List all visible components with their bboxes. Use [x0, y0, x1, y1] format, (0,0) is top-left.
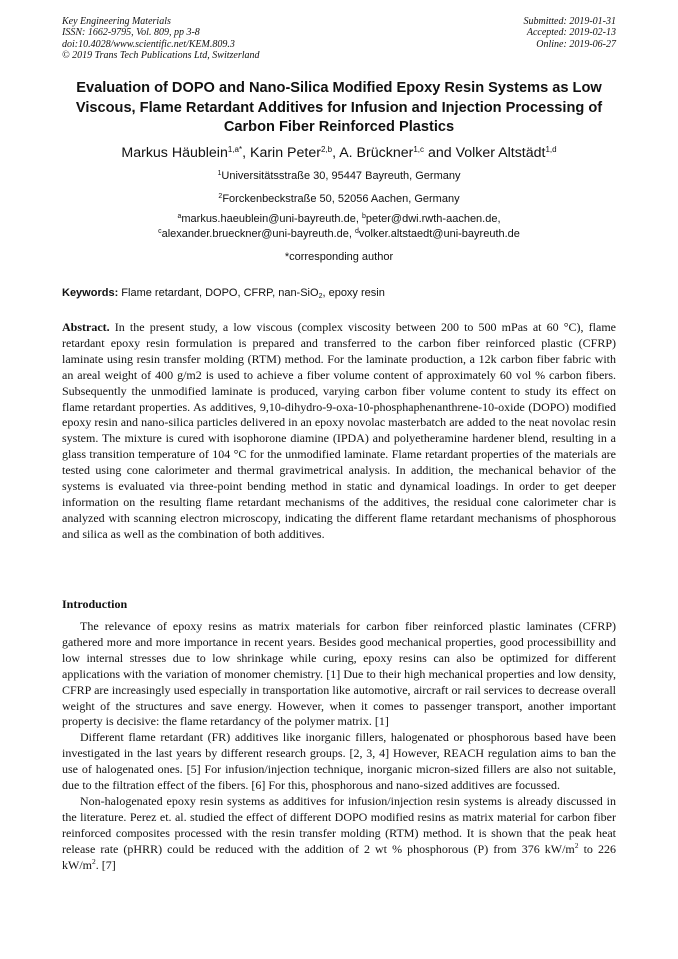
- affiliation-sup: 2: [218, 193, 223, 200]
- submitted-date: Submitted: 2019-01-31: [523, 16, 616, 27]
- email-line: $^a$markus.haeublein@uni-bayreuth.de, $^b$peter@dwi.rwth-aachen.de,: [177, 213, 501, 225]
- journal-issn: ISSN: 1662-9795, Vol. 809, pp 3-8: [62, 27, 200, 39]
- keywords-label: Keywords:: [62, 287, 119, 299]
- online-date: Online: 2019-06-27: [536, 38, 616, 50]
- email-d[interactable]: volker.altstaedt@uni-bayreuth.de: [358, 228, 520, 240]
- journal-header: [62, 16, 260, 61]
- author-separator: and: [424, 145, 456, 161]
- affiliation: [40, 192, 638, 206]
- email-c[interactable]: alexander.brueckner@uni-bayreuth.de: [161, 228, 349, 240]
- author-separator: ,: [332, 145, 340, 161]
- affiliation-sup: 1: [217, 170, 222, 177]
- author-list: [40, 144, 638, 162]
- accepted-date: Accepted: 2019-02-13: [526, 27, 616, 39]
- author-name: Karin Peter: [249, 145, 321, 161]
- publication-dates: [524, 16, 617, 50]
- abstract-label: Abstract.: [62, 320, 110, 334]
- keywords-text: Flame retardant, DOPO, CFRP, nan-SiO: [118, 287, 319, 299]
- email-a[interactable]: markus.haeublein@uni-bayreuth.de: [181, 213, 356, 225]
- introduction-paragraph: Different flame retardant (FR) additives like inorganic fillers, halogenated or phosphorous based have been investigated in the last years by different research groups. [2, 3, 4] However, REACH regulation aims to ban the use of halogenated ones. [5] For infusion/injection technique, inorganic micron-sized fillers are also not suitable, due to the filtration effect of the fibers. [6] For this, phosphorous and nano-sized additives are focussed.: [62, 730, 616, 793]
- author-affiliation-sup: 2,b: [320, 145, 333, 154]
- affiliation-text: Universitätsstraße 30, 95447 Bayreuth, Germany: [221, 170, 461, 182]
- email-line: $^c$alexander.brueckner@uni-bayreuth.de, $^d$volker.altstaedt@uni-bayreuth.de: [158, 228, 520, 240]
- paper-title: Evaluation of DOPO and Nano-Silica Modified Epoxy Resin Systems as Low Viscous, Flame Retardant Additives for Infusion and Injection Processing of Carbon Fiber Reinforced Plastics: [75, 80, 603, 135]
- keywords: [62, 286, 622, 300]
- affiliation: [40, 169, 638, 183]
- section-heading-introduction: Introduction: [62, 597, 128, 611]
- author-affiliation-sup: 1,a*: [227, 145, 243, 154]
- introduction-paragraph: Non-halogenated epoxy resin systems as additives for infusion/injection resin systems is already discussed in the literature. Perez et. al. studied the effect of different DOPO modified resins as matrix material for carbon fiber reinforced composites processed with the resin transfer molding (RTM) method. It is shown that the peak heat release rate (pHRR) could be reduced with the addition of 2 wt % phosphorous (P) from 376 $kW/m^2$ to 226 $kW/m^2$. [7]: [62, 793, 616, 872]
- abstract: [62, 320, 616, 543]
- introduction-body: [62, 619, 616, 874]
- journal-doi[interactable]: doi:10.4028/www.scientific.net/KEM.809.3: [62, 38, 235, 50]
- introduction-paragraph: The relevance of epoxy resins as matrix materials for carbon fiber reinforced plastic laminates (CFRP) gathered more and more importance in recent years. Besides good mechanical properties, good processibillity and low internal stresses due to low shrinkage while curing, epoxy resins can also be optimized for different applications with the variation of monomer chemistry. [1] Due to their high mechanical properties and low density, CFRP are increasingly used especially in transportation like automotive, aircraft or rail services to decrease overall weight of the structures and save energy. However, when it comes to passenger transport, another important property is decisive: the flame retardancy of the polymer matrix. [1]: [62, 619, 616, 729]
- author-affiliation-sup: 1,c: [413, 145, 424, 154]
- journal-copyright: © 2019 Trans Tech Publications Ltd, Switzerland: [62, 49, 260, 61]
- abstract-text: In the present study, a low viscous (complex viscosity between 200 to 500 mPas at 60 °C), flame retardant epoxy resin formulation is prepared and transferred to the carbon fiber reinforced plastic (CFRP) laminate using resin transfer molding (RTM) method. For the laminate production, a 12k carbon fiber fabric with an areal weight of 400 g/m2 is used to achieve a fiber volume content of approximately 60 vol % carbon fibers. Subsequently the unmodified laminate is produced, varying carbon fiber volume content to study its effect on flame retardant properties. As additives, 9,10-dihydro-9-oxa-10-phosphaphenanthrene-10-oxide (DOPO) modified epoxy resin and nano-silica particles delivered in an epoxy novolac masterbatch are added to the neat novolac resin system. The mixture is cured with isophorone diamine (IPDA) and polyetheramine hardener blend, resulting in a glass transition temperature of 104 °C for the unmodified laminate. Flame retardant properties of the materials are tested using cone calorimeter and thermal gravimetrical analysis. In addition, the mechanical behavior of the systems is evaluated via three-point bending method in static and dynamical loadings. In order to get deeper information on the resulting flame retardant mechanisms of the additives, the residual cone calorimeter char is analyzed with scanning electron microscopy, indicating the different flame retardant mechanisms of phosphorous and silica as well as the combination of both additives.: [62, 320, 616, 541]
- affiliation-text: Forckenbeckstraße 50, 52056 Aachen, Germany: [222, 193, 460, 205]
- email-b[interactable]: peter@dwi.rwth-aachen.de: [365, 213, 498, 225]
- author-name: Volker Altstädt: [455, 145, 546, 161]
- author-separator: ,: [242, 145, 250, 161]
- keywords-subscript: 2: [318, 293, 323, 300]
- keywords-tail: , epoxy resin: [322, 287, 385, 299]
- author-name: Markus Häublein: [121, 145, 228, 161]
- author-affiliation-sup: 1,d: [545, 145, 557, 154]
- journal-name: Key Engineering Materials: [62, 16, 171, 27]
- corresponding-author-note: *corresponding author: [284, 251, 394, 263]
- author-name: A. Brückner: [339, 145, 414, 161]
